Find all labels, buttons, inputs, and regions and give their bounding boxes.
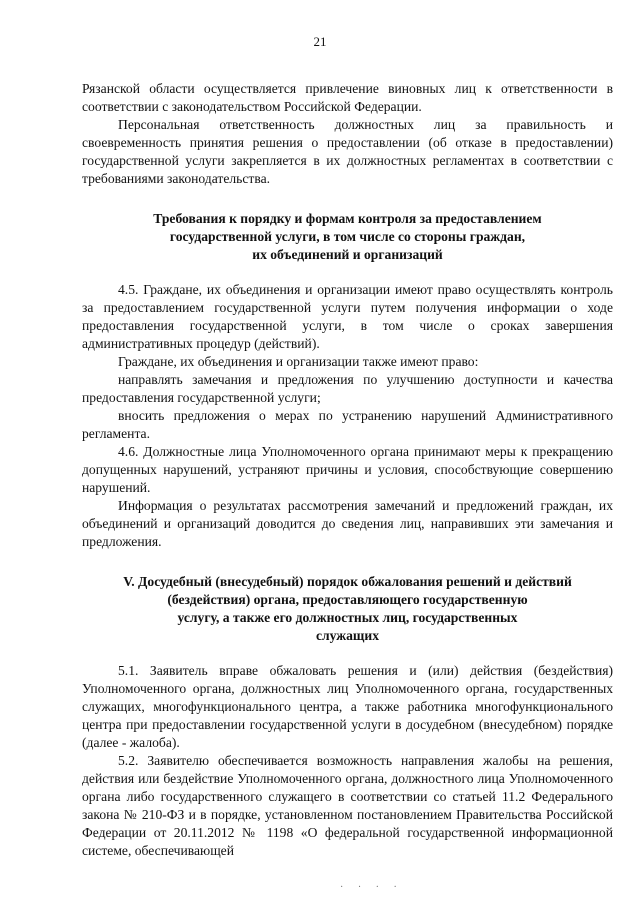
paragraph-4-6: 4.6. Должностные лица Уполномоченного органа принимают меры к прекращению допущенных нарушений, устраняют причины и условия, способствующие совершению нарушений. bbox=[82, 444, 613, 495]
paragraph-rights-item-1: направлять замечания и предложения по улучшению доступности и качества предоставления государственной услуги; bbox=[82, 372, 613, 405]
paragraph-5-2: 5.2. Заявителю обеспечивается возможность направления жалобы на решения, действия или бездействие Уполномоченного органа, должностного лица Уполномоченного органа либо государственного служащего в соответствии со статьей 11.2 Федерального закона № 210-ФЗ и в порядке, установленном постановлением Правительства Российской Федерации от 20.11.2012 № 1198 «О федеральной государственной информационной системе, обеспечивающей bbox=[82, 753, 613, 858]
paragraph-rights-intro: Граждане, их объединения и организации также имеют право: bbox=[118, 354, 479, 369]
heading-line: V. Досудебный (внесудебный) порядок обжалования решений и действий bbox=[123, 574, 572, 589]
heading-line: (бездействия) органа, предоставляющего государственную bbox=[167, 592, 528, 607]
paragraph-5-1: 5.1. Заявитель вправе обжаловать решения и (или) действия (бездействия) Уполномоченного органа, должностных лиц Уполномоченного органа, государственных служащих, многофункционального центра, а также работника многофункционального центра при предоставлении государственной услуги в досудебном (внесудебном) порядке (далее - жалоба). bbox=[82, 663, 613, 750]
section-heading-control bbox=[82, 210, 613, 264]
scan-artifact-dots: · · · · bbox=[340, 882, 403, 893]
paragraph-rights-item-2: вносить предложения о мерах по устранению нарушений Административного регламента. bbox=[82, 408, 613, 441]
heading-line: служащих bbox=[315, 628, 380, 643]
heading-line: их объединений и организаций bbox=[252, 247, 443, 262]
heading-line: Требования к порядку и формам контроля за предоставлением bbox=[153, 211, 542, 226]
heading-line: услугу, а также его должностных лиц, государственных bbox=[177, 610, 518, 625]
document-body bbox=[82, 80, 613, 860]
paragraph-4-5: 4.5. Граждане, их объединения и организации имеют право осуществлять контроль за предоставлением государственной услуги путем получения информации о ходе предоставления государственной услуги, в том числе о сроках завершения административных процедур (действий). bbox=[82, 282, 613, 351]
heading-line: государственной услуги, в том числе со стороны граждан, bbox=[169, 229, 526, 244]
paragraph-top-2: Персональная ответственность должностных лиц за правильность и своевременность принятия решения о предоставлении (об отказе в предоставлении) государственной услуги закрепляется в их должностных регламентах в соответствии с требованиями законодательства. bbox=[82, 117, 613, 186]
paragraph-top-1: Рязанской области осуществляется привлечение виновных лиц к ответственности в соответствии с законодательством Российской Федерации. bbox=[82, 81, 613, 114]
page-number: 21 bbox=[313, 34, 327, 49]
paragraph-results-info: Информация о результатах рассмотрения замечаний и предложений граждан, их объединений и организаций доводится до сведения лиц, направивших эти замечания и предложения. bbox=[82, 498, 613, 549]
section-heading-appeal bbox=[82, 573, 613, 645]
